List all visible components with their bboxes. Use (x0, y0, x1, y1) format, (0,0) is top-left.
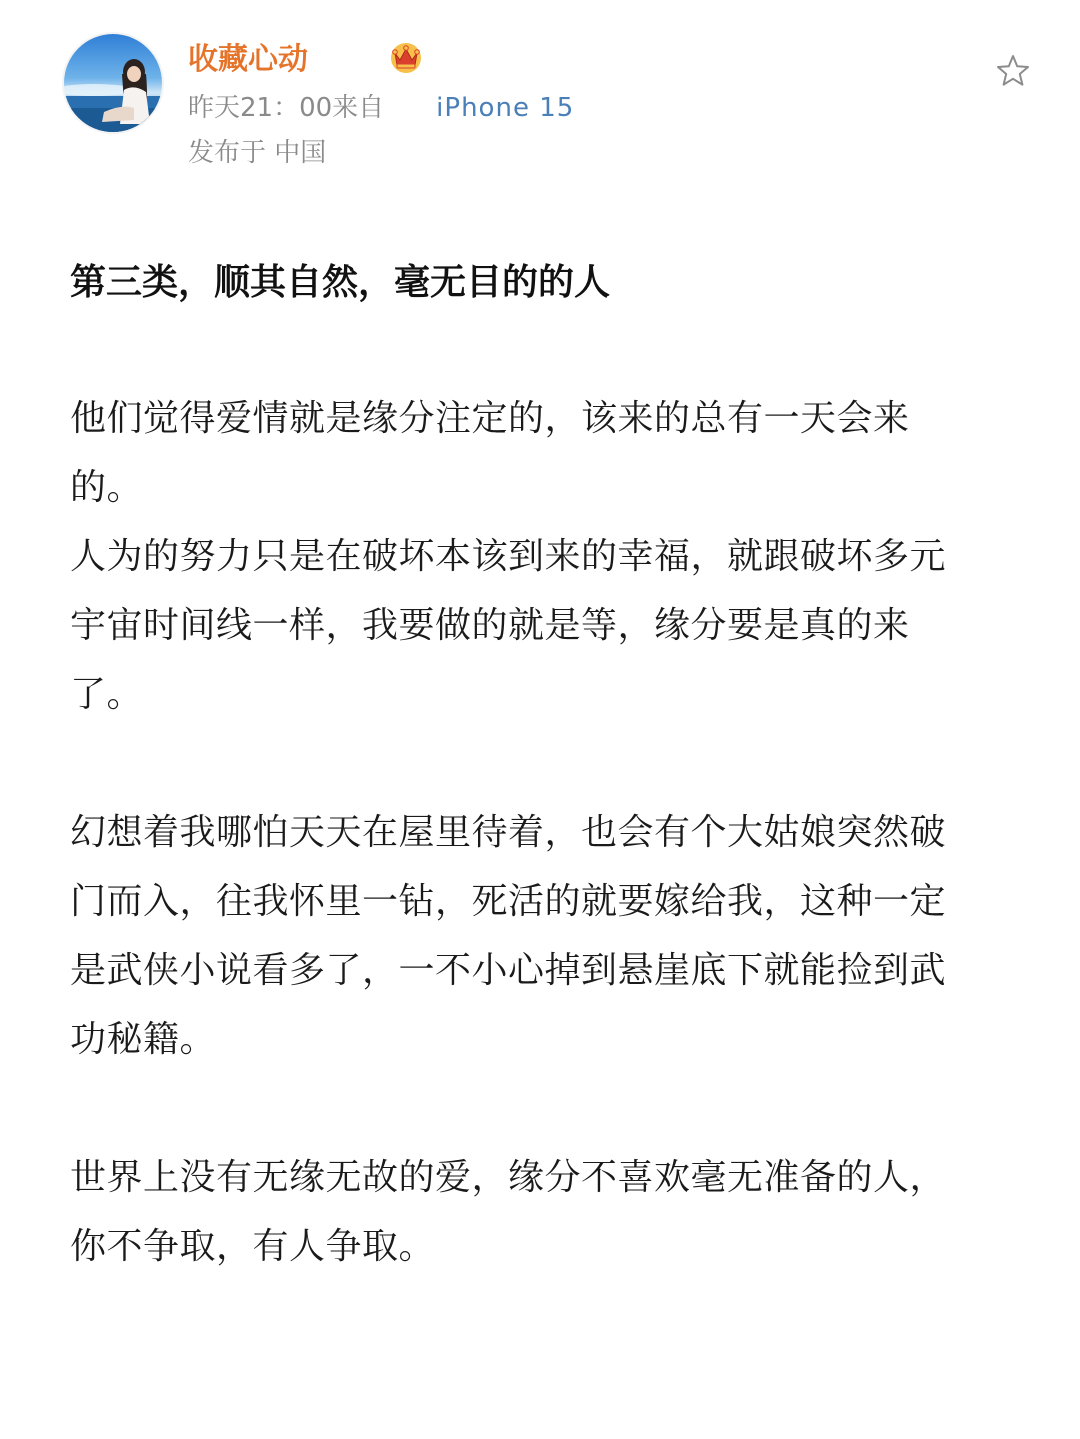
paragraph-3 (70, 1143, 1010, 1281)
post-time: 昨天21：00来自 (188, 93, 385, 123)
post-heading: 第三类，顺其自然，毫无目的的人 (70, 262, 611, 303)
username[interactable]: 收藏心动 (188, 42, 308, 77)
post-meta (188, 88, 574, 128)
text-line: 世界上没有无缘无故的爱，缘分不喜欢毫无准备的人， (70, 1157, 947, 1198)
avatar[interactable] (62, 32, 164, 134)
text-line: 宇宙时间线一样，我要做的就是等，缘分要是真的来 (70, 605, 910, 646)
avatar-photo (64, 34, 162, 132)
text-line: 的。 (70, 467, 144, 508)
paragraph-2 (70, 798, 1010, 1074)
text-line: 人为的努力只是在破坏本该到来的幸福，就跟破坏多元 (70, 536, 947, 577)
device-label[interactable]: iPhone 15 (436, 93, 575, 123)
post-body (70, 250, 1010, 1350)
text-line: 你不争取，有人争取。 (70, 1226, 436, 1267)
text-line: 门而入，往我怀里一钻，死活的就要嫁给我，这种一定 (70, 881, 947, 922)
post-header (0, 0, 1080, 200)
text-line: 了。 (70, 674, 144, 715)
text-line: 功秘籍。 (70, 1019, 217, 1060)
text-line: 他们觉得爱情就是缘分注定的，该来的总有一天会来 (70, 398, 910, 439)
crown-badge-icon (388, 40, 424, 74)
text-line: 幻想着我哪怕天天在屋里待着，也会有个大姑娘突然破 (70, 812, 947, 853)
text-line: 是武侠小说看多了，一不小心掉到悬崖底下就能捡到武 (70, 950, 947, 991)
star-outline-icon (994, 52, 1032, 90)
paragraph-1 (70, 384, 1010, 729)
favorite-button[interactable] (994, 52, 1032, 90)
post-location: 发布于 中国 (188, 138, 327, 168)
